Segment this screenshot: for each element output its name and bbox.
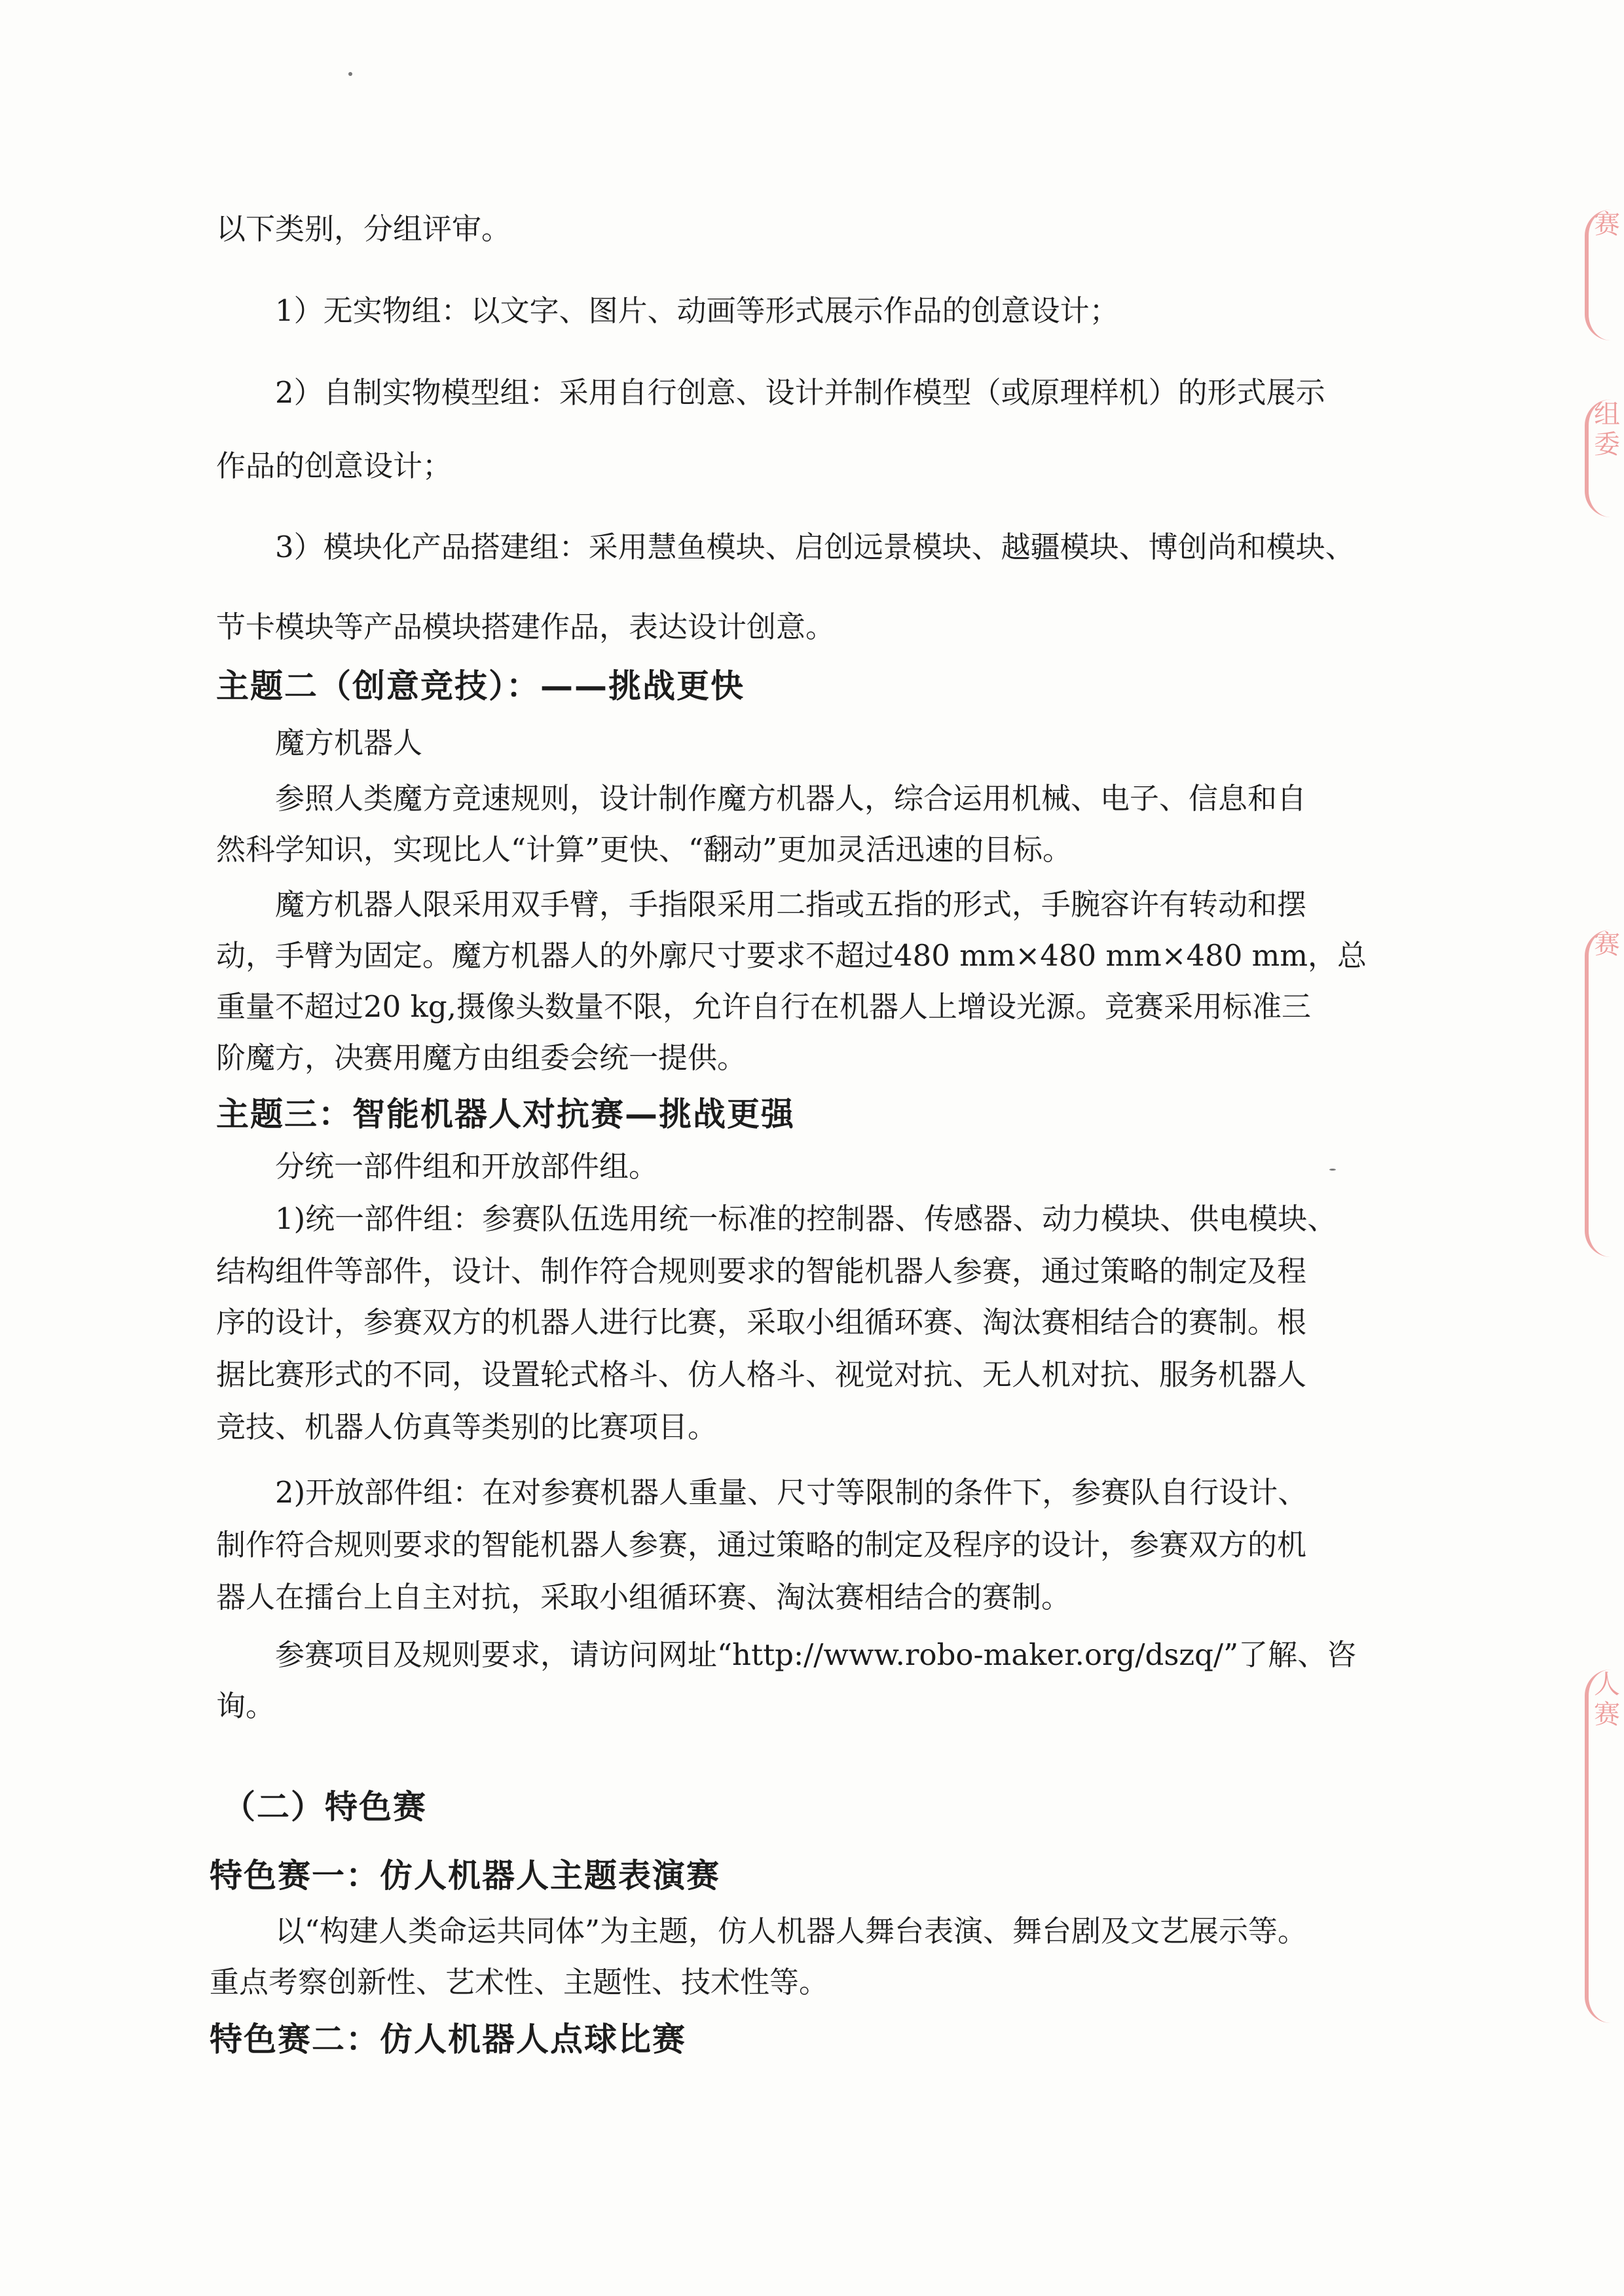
section-heading: 主题二（创意竞技）：——挑战更快 <box>216 667 745 705</box>
paragraph-line: 重量不超过20 kg,摄像头数量不限，允许自行在机器人上增设光源。竞赛采用标准三 <box>216 989 1311 1024</box>
scan-speck <box>1329 1169 1336 1171</box>
paragraph-line: 分统一部件组和开放部件组。 <box>275 1149 659 1184</box>
seal-stamp-fragment: 赛 <box>1585 930 1624 1257</box>
paragraph-line: 动，手臂为固定。魔方机器人的外廓尺寸要求不超过480 mm×480 mm×480 mm，总 <box>216 938 1367 973</box>
seal-stamp-fragment: 组委 <box>1585 399 1624 517</box>
seal-stamp-fragment: 赛 <box>1585 210 1624 340</box>
paragraph-line: 器人在擂台上自主对抗，采取小组循环赛、淘汰赛相结合的赛制。 <box>216 1580 1071 1614</box>
paragraph-line: 结构组件等部件，设计、制作符合规则要求的智能机器人参赛，通过策略的制定及程 <box>216 1254 1307 1288</box>
subheading: 魔方机器人 <box>275 725 423 760</box>
section-heading: （二）特色赛 <box>223 1788 427 1826</box>
paragraph-line: 1)统一部件组：参赛队伍选用统一标准的控制器、传感器、动力模块、供电模块、 <box>275 1201 1337 1236</box>
scan-speck <box>348 72 352 76</box>
paragraph-line: 参照人类魔方竞速规则，设计制作魔方机器人，综合运用机械、电子、信息和自 <box>275 781 1307 816</box>
text-line: 作品的创意设计； <box>216 448 452 483</box>
list-item: 3）模块化产品搭建组：采用慧鱼模块、启创远景模块、越疆模块、博创尚和模块、 <box>275 530 1355 564</box>
paragraph-line: 然科学知识，实现比人“计算”更快、“翻动”更加灵活迅速的目标。 <box>216 832 1073 867</box>
paragraph-line: 序的设计，参赛双方的机器人进行比赛，采取小组循环赛、淘汰赛相结合的赛制。根 <box>216 1305 1307 1339</box>
list-item: 2）自制实物模型组：采用自行创意、设计并制作模型（或原理样机）的形式展示 <box>275 375 1325 410</box>
seal-stamp-fragment: 人赛 <box>1585 1669 1624 2023</box>
list-item: 1）无实物组：以文字、图片、动画等形式展示作品的创意设计； <box>275 293 1119 328</box>
paragraph-line: 阶魔方，决赛用魔方由组委会统一提供。 <box>216 1040 747 1075</box>
text-line: 以下类别，分组评审。 <box>216 211 511 246</box>
paragraph-line: 据比赛形式的不同，设置轮式格斗、仿人格斗、视觉对抗、无人机对抗、服务机器人 <box>216 1357 1307 1392</box>
section-heading: 特色赛二：仿人机器人点球比赛 <box>210 2020 686 2058</box>
section-heading: 主题三：智能机器人对抗赛—挑战更强 <box>216 1095 795 1133</box>
paragraph-line: 2)开放部件组：在对参赛机器人重量、尺寸等限制的条件下，参赛队自行设计、 <box>275 1475 1308 1510</box>
paragraph-line: 询。 <box>216 1688 276 1723</box>
paragraph-line: 重点考察创新性、艺术性、主题性、技术性等。 <box>210 1965 829 1999</box>
paragraph-line: 魔方机器人限采用双手臂，手指限采用二指或五指的形式，手腕容许有转动和摆 <box>275 887 1307 922</box>
paragraph-line: 竞技、机器人仿真等类别的比赛项目。 <box>216 1410 718 1444</box>
paragraph-line: 以“构建人类命运共同体”为主题，仿人机器人舞台表演、舞台剧及文艺展示等。 <box>275 1914 1308 1948</box>
paragraph-line: 制作符合规则要求的智能机器人参赛，通过策略的制定及程序的设计，参赛双方的机 <box>216 1527 1307 1562</box>
paragraph-line: 参赛项目及规则要求，请访问网址“http://www.robo-maker.org/dszq/”了解、咨 <box>275 1637 1357 1672</box>
section-heading: 特色赛一：仿人机器人主题表演赛 <box>210 1857 720 1895</box>
text-line: 节卡模块等产品模块搭建作品，表达设计创意。 <box>216 610 836 644</box>
